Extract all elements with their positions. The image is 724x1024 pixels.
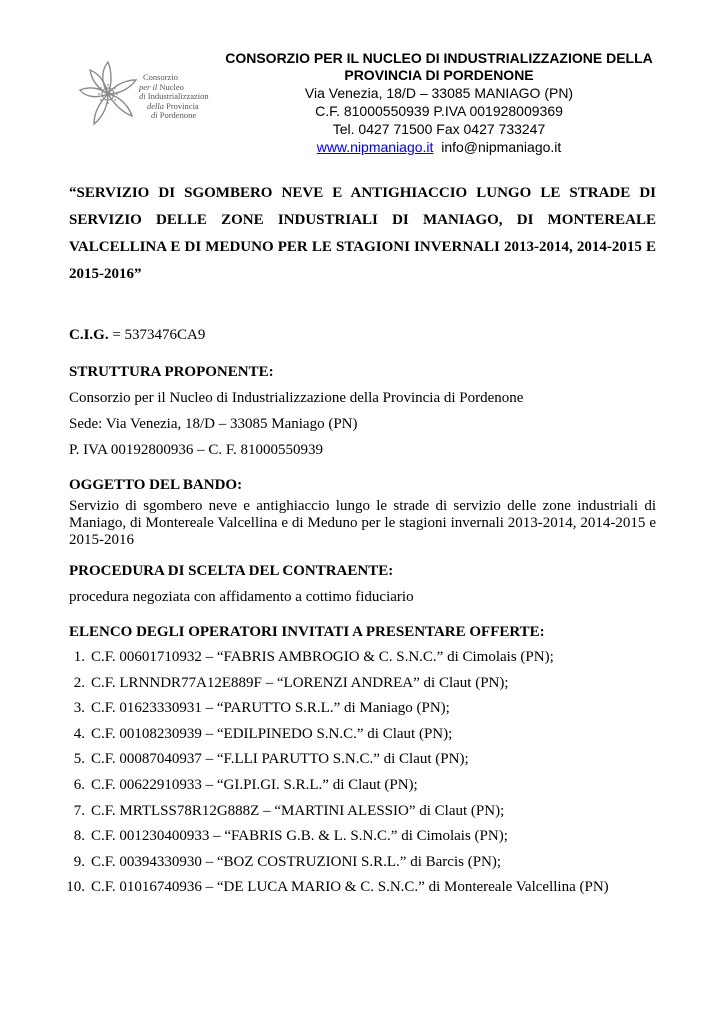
list-item bbox=[69, 850, 656, 876]
oggetto-line: 2015-2016 bbox=[69, 532, 134, 548]
list-number: 8. bbox=[73, 828, 85, 845]
logo-line-2: per il Nucleo bbox=[139, 81, 184, 92]
operatori-heading: ELENCO DEGLI OPERATORI INVITATI A PRESENTARE OFFERTE: bbox=[69, 624, 545, 640]
document-body bbox=[66, 180, 656, 901]
list-text: C.F. LRNNDR77A12E889F – “LORENZI ANDREA” di Claut (PN); bbox=[91, 674, 509, 691]
section-procedura bbox=[69, 558, 656, 610]
oggetto-heading: OGGETTO DEL BANDO: bbox=[69, 477, 243, 493]
struttura-line: Sede: Via Venezia, 18/D – 33085 Maniago (PN) bbox=[69, 416, 358, 432]
document-title bbox=[69, 180, 656, 288]
struttura-heading: STRUTTURA PROPONENTE: bbox=[69, 364, 274, 380]
org-name-line-2: PROVINCIA DI PORDENONE bbox=[344, 67, 534, 83]
list-item bbox=[69, 722, 656, 748]
title-line-3: VALCELLINA E DI MEDUNO PER LE STAGIONI INVERNALI 2013-2014, 2014-2015 E bbox=[69, 239, 656, 255]
list-number: 10. bbox=[66, 879, 85, 896]
cig-value: = 5373476CA9 bbox=[108, 327, 206, 343]
list-item bbox=[69, 645, 656, 671]
struttura-line: Consorzio per il Nucleo di Industrializzazione della Provincia di Pordenone bbox=[69, 390, 524, 406]
list-number: 4. bbox=[73, 725, 85, 742]
logo-line-4: della Provincia bbox=[147, 100, 199, 111]
org-tax-ids: C.F. 81000550939 P.IVA 001928009369 bbox=[315, 103, 563, 119]
operatori-list bbox=[66, 645, 656, 901]
list-text: C.F. 00108230939 – “EDILPINEDO S.N.C.” di Claut (PN); bbox=[91, 725, 453, 742]
list-number: 3. bbox=[73, 700, 85, 717]
section-operatori bbox=[66, 619, 656, 901]
flower-emblem-icon bbox=[78, 58, 142, 130]
logo-line-5: di Pordenone bbox=[151, 110, 197, 120]
list-text: C.F. 001230400933 – “FABRIS G.B. & L. S.N.C.” di Cimolais (PN); bbox=[91, 828, 508, 845]
list-number: 5. bbox=[73, 751, 85, 768]
list-text: C.F. 01623330931 – “PARUTTO S.R.L.” di Maniago (PN); bbox=[91, 700, 450, 717]
list-number: 9. bbox=[73, 853, 85, 870]
section-struttura bbox=[69, 359, 656, 463]
list-number: 2. bbox=[73, 674, 85, 691]
list-text: C.F. 00087040937 – “F.LLI PARUTTO S.N.C.” di Claut (PN); bbox=[91, 751, 469, 768]
list-number: 6. bbox=[73, 776, 85, 793]
list-item bbox=[69, 747, 656, 773]
struttura-line: P. IVA 00192800936 – C. F. 81000550939 bbox=[69, 442, 323, 458]
list-text: C.F. 01016740936 – “DE LUCA MARIO & C. S.N.C.” di Montereale Valcellina (PN) bbox=[91, 879, 609, 896]
email-text: info@nipmaniago.it bbox=[441, 139, 562, 155]
org-address: Via Venezia, 18/D – 33085 MANIAGO (PN) bbox=[304, 85, 574, 101]
oggetto-line: Servizio di sgombero neve e antighiaccio lungo le strade di servizio delle zone industriali di bbox=[69, 498, 656, 514]
list-item bbox=[69, 671, 656, 697]
list-item bbox=[69, 696, 656, 722]
logo-line-1: Consorzio bbox=[143, 72, 178, 82]
list-text: C.F. 00394330930 – “BOZ COSTRUZIONI S.R.L.” di Barcis (PN); bbox=[91, 853, 502, 870]
list-item bbox=[69, 773, 656, 799]
website-link[interactable]: www.nipmaniago.it bbox=[316, 139, 434, 155]
org-phones: Tel. 0427 71500 Fax 0427 733247 bbox=[332, 121, 546, 137]
letterhead bbox=[206, 50, 672, 156]
cig-label: C.I.G. bbox=[69, 327, 109, 343]
org-name-line-1: CONSORZIO PER IL NUCLEO DI INDUSTRIALIZZAZIONE DELLA bbox=[225, 50, 653, 66]
logo-wordmark bbox=[139, 73, 209, 121]
list-text: C.F. 00622910933 – “GI.PI.GI. S.R.L.” di Claut (PN); bbox=[91, 776, 418, 793]
section-oggetto bbox=[69, 472, 656, 549]
procedura-text: procedura negoziata con affidamento a cottimo fiduciario bbox=[69, 589, 414, 605]
oggetto-line: Maniago, di Montereale Valcellina e di Meduno per le stagioni invernali 2013-2014, 2014-2015 e bbox=[69, 515, 656, 531]
list-number: 7. bbox=[73, 802, 85, 819]
list-item bbox=[69, 799, 656, 825]
list-number: 1. bbox=[73, 649, 85, 665]
list-item bbox=[66, 875, 656, 901]
title-line-1: “SERVIZIO DI SGOMBERO NEVE E ANTIGHIACCIO LUNGO LE STRADE DI bbox=[69, 185, 656, 201]
list-text: C.F. 00601710932 – “FABRIS AMBROGIO & C. S.N.C.” di Cimolais (PN); bbox=[91, 649, 554, 665]
title-line-4: 2015-2016” bbox=[69, 266, 142, 282]
oggetto-text bbox=[69, 498, 656, 549]
title-line-2: SERVIZIO DELLE ZONE INDUSTRIALI DI MANIAGO, DI MONTEREALE bbox=[69, 212, 656, 228]
procedura-heading: PROCEDURA DI SCELTA DEL CONTRAENTE: bbox=[69, 563, 394, 579]
cig-line bbox=[69, 322, 656, 348]
list-text: C.F. MRTLSS78R12G888Z – “MARTINI ALESSIO” di Claut (PN); bbox=[91, 802, 505, 819]
org-contacts bbox=[206, 138, 672, 156]
logo-line-3: di Industrializzazion bbox=[139, 91, 209, 101]
list-item bbox=[69, 824, 656, 850]
